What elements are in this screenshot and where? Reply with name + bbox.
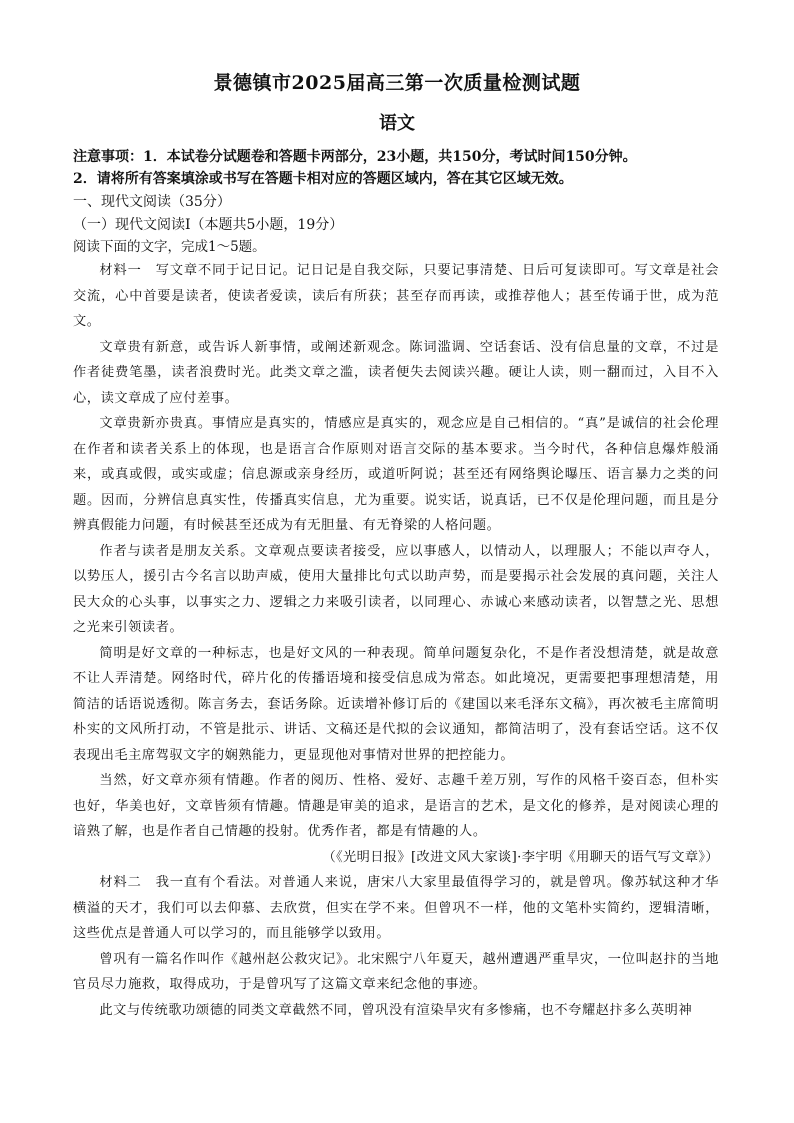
material1-paragraph-5: 简明是好文章的一种标志，也是好文风的一种表现。简单问题复杂化，不是作者没想清楚，就是故意不让人弄清楚。网络时代，碎片化的传播语境和接受信息成为常态。如此境况，更需要把事理想清楚，用简洁的话语说透彻。陈言务去，套话务除。近读增补修订后的《建国以来毛泽东文稿》，再次被毛主席简明朴实的文风所打动，不管是批示、讲话、文稿还是代拟的会议通知，都简洁明了，没有套话空话。这不仅表现出毛主席驾驭文字的娴熟能力，更显现他对事情对世界的把控能力。 xyxy=(73,645,719,763)
material1-paragraph-4: 作者与读者是朋友关系。文章观点要读者接受，应以事感人，以情动人，以理服人；不能以声夺人，以势压人，援引古今名言以助声威，使用大量排比句式以助声势，而是要揭示社会发展的真问题，关注人民大众的心头事，以事实之力、逻辑之力来吸引读者，以同理心、赤诚心来感动读者，以智慧之光、思想之光来引领读者。 xyxy=(73,543,719,635)
material1-source: （《光明日报》[改进文风大家谈]·李宇明《用聊天的语气写文章》） xyxy=(322,849,719,865)
notice-line-1: 注意事项：1．本试卷分试题卷和答题卡两部分，23小题，共150分，考试时间150分钟。 xyxy=(73,149,637,165)
subject-heading: 语文 xyxy=(379,113,415,134)
subsection-heading: （一）现代文阅读Ⅰ（本题共5小题，19分） xyxy=(73,217,344,233)
material1-paragraph-1: 材料一 写文章不同于记日记。记日记是自我交际，只要记事清楚、日后可复读即可。写文章是社会交流，心中首要是读者，使读者爱读，读后有所获；甚至存而再读，或推荐他人；甚至传诵于世，成为范文。 xyxy=(73,263,719,329)
material2-paragraph-2: 曾巩有一篇名作叫作《越州赵公救灾记》。北宋熙宁八年夏天，越州遭遇严重旱灾，一位叫赵抃的当地官员尽力施救，取得成功，于是曾巩写了这篇文章来纪念他的事迹。 xyxy=(73,951,719,992)
material2-paragraph-3: 此文与传统歌功颂德的同类文章截然不同，曾巩没有渲染旱灾有多惨痛，也不夸耀赵抃多么英明神 xyxy=(99,1002,693,1018)
material1-paragraph-2: 文章贵有新意，或告诉人新事情，或阐述新观念。陈词滥调、空话套话、没有信息量的文章，不过是作者徒费笔墨，读者浪费时光。此类文章之滥，读者便失去阅读兴趣。硬让人读，则一翻而过，入目不入心，读文章成了应付差事。 xyxy=(73,339,719,406)
exam-body xyxy=(73,146,719,1023)
material1-paragraph-3: 文章贵新亦贵真。事情应是真实的，情感应是真实的，观念应是自己相信的。“真”是诚信的社会伦理在作者和读者关系上的体现，也是语言合作原则对语言交际的基本要求。当今时代，各种信息爆炸般涌来，或真或假，或实或虚；信息源或亲身经历，或道听阿说；甚至还有网络舆论曝压、语言暴力之类的问题。因而，分辨信息真实性，传播真实信息，尤为重要。说实话，说真话，已不仅是伦理问题，而且是分辨真假能力问题，有时候甚至还成为有无胆量、有无脊梁的人格问题。 xyxy=(73,416,719,533)
reading-instruction: 阅读下面的文字，完成1～5题。 xyxy=(73,239,266,255)
notice-line-2: 2．请将所有答案填涂或书写在答题卡相对应的答题区域内，答在其它区域无效。 xyxy=(73,171,573,187)
section-heading: 一、现代文阅读（35分） xyxy=(73,194,231,210)
material1-paragraph-6: 当然，好文章亦须有情趣。作者的阅历、性格、爱好、志趣千差万别，写作的风格千姿百态，但朴实也好，华美也好，文章皆须有情趣。情趣是审美的追求，是语言的艺术，是文化的修养，是对阅读心理的谙熟了解，也是作者自己情趣的投射。优秀作者，都是有情趣的人。 xyxy=(73,773,719,839)
material2-paragraph-1: 材料二 我一直有个看法。对普通人来说，唐宋八大家里最值得学习的，就是曾巩。像苏轼这种才华横溢的天才，我们可以去仰慕、去欣赏，但实在学不来。但曾巩不一样，他的文笔朴实简约，逻辑清晰，这些优点是普通人可以学习的，而且能够学以致用。 xyxy=(73,875,719,941)
exam-title: 景德镇市2025届高三第一次质量检测试题 xyxy=(213,72,581,94)
